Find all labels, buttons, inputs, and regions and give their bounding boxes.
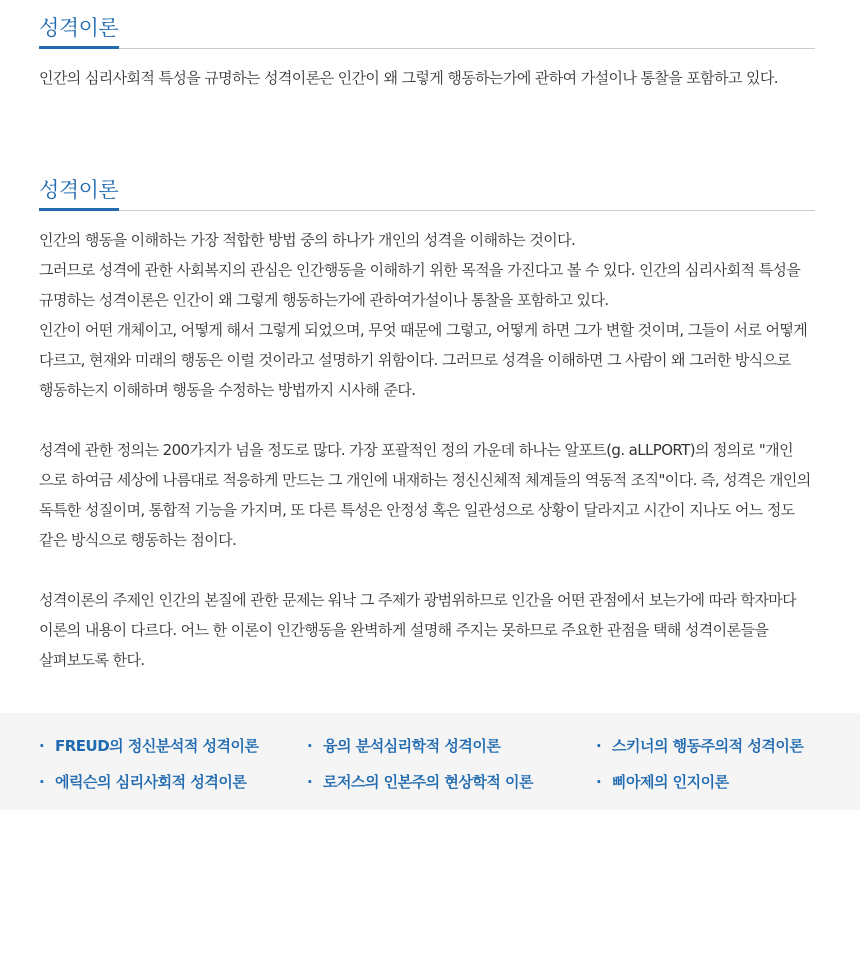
paragraph-gap [39, 405, 815, 435]
intro-section [39, 14, 815, 93]
theory-section [39, 176, 815, 675]
link-label: 스키너의 행동주의적 성격이론 [612, 737, 804, 755]
paragraph-gap [39, 555, 815, 585]
text-line: 성격이론의 주제인 인간의 본질에 관한 문제는 워낙 그 주제가 광범위하므로 인간을 어떤 관점에서 보는가에 따라 학자마다 [39, 591, 797, 609]
bullet-icon: · [596, 737, 602, 755]
link-freud[interactable] [39, 735, 259, 756]
bullet-icon: · [307, 773, 313, 791]
text-line: 다르고, 현재와 미래의 행동은 이럴 것이라고 설명하기 위함이다. 그러므로 성격을 이해하면 그 사람이 왜 그러한 방식으로 [39, 351, 791, 369]
bullet-icon: · [39, 737, 45, 755]
text-line: 으로 하여금 세상에 나름대로 적응하게 만드는 그 개인에 내재하는 정신신체적 체계들의 역동적 조직"이다. 즉, 성격은 개인의 [39, 471, 811, 489]
link-erikson[interactable] [39, 771, 246, 792]
theory-links-box [0, 713, 860, 810]
body-text [39, 225, 815, 675]
link-skinner[interactable] [596, 735, 803, 756]
text-line: 성격에 관한 정의는 200가지가 넘을 정도로 많다. 가장 포괄적인 정의 가운데 하나는 알포트(g. aLLPORT)의 정의로 "개인 [39, 441, 793, 459]
text-line: 행동하는지 이해하며 행동을 수정하는 방법까지 시사해 준다. [39, 381, 416, 399]
link-rogers[interactable] [307, 771, 533, 792]
text-line: 같은 방식으로 행동하는 점이다. [39, 531, 237, 549]
text-line: 이론의 내용이 다르다. 어느 한 이론이 인간행동을 완벽하게 설명해 주지는 못하므로 주요한 관점을 택해 성격이론들을 [39, 621, 769, 639]
link-jung[interactable] [307, 735, 500, 756]
text-line: 인간이 어떤 개체이고, 어떻게 해서 그렇게 되었으며, 무엇 때문에 그렇고, 어떻게 하면 그가 변할 것이며, 그들이 서로 어떻게 [39, 321, 808, 339]
section-title: 성격이론 [39, 14, 119, 49]
intro-paragraph: 인간의 심리사회적 특성을 규명하는 성격이론은 인간이 왜 그렇게 행동하는가에 관하여 가설이나 통찰을 포함하고 있다. [39, 69, 778, 87]
link-piaget[interactable] [596, 771, 729, 792]
text-line: 살펴보도록 한다. [39, 651, 145, 669]
text-line: 그러므로 성격에 관한 사회복지의 관심은 인간행동을 이해하기 위한 목적을 가진다고 볼 수 있다. 인간의 심리사회적 특성을 [39, 261, 801, 279]
link-label: 로저스의 인본주의 현상학적 이론 [323, 773, 534, 791]
link-label: 삐아제의 인지이론 [612, 773, 729, 791]
section-heading [39, 14, 815, 49]
section-title: 성격이론 [39, 176, 119, 211]
link-label: 융의 분석심리학적 성격이론 [323, 737, 501, 755]
text-line: 독특한 성질이며, 통합적 기능을 가지며, 또 다른 특성은 안정성 혹은 일관성으로 상황이 달라지고 시간이 지나도 어느 정도 [39, 501, 795, 519]
bullet-icon: · [307, 737, 313, 755]
text-line: 인간의 행동을 이해하는 가장 적합한 방법 중의 하나가 개인의 성격을 이해하는 것이다. [39, 231, 576, 249]
section-heading [39, 176, 815, 211]
link-label: 에릭슨의 심리사회적 성격이론 [55, 773, 247, 791]
link-label: FREUD의 정신분석적 성격이론 [55, 737, 259, 755]
text-line: 규명하는 성격이론은 인간이 왜 그렇게 행동하는가에 관하여가설이나 통찰을 포함하고 있다. [39, 291, 609, 309]
bullet-icon: · [596, 773, 602, 791]
bullet-icon: · [39, 773, 45, 791]
